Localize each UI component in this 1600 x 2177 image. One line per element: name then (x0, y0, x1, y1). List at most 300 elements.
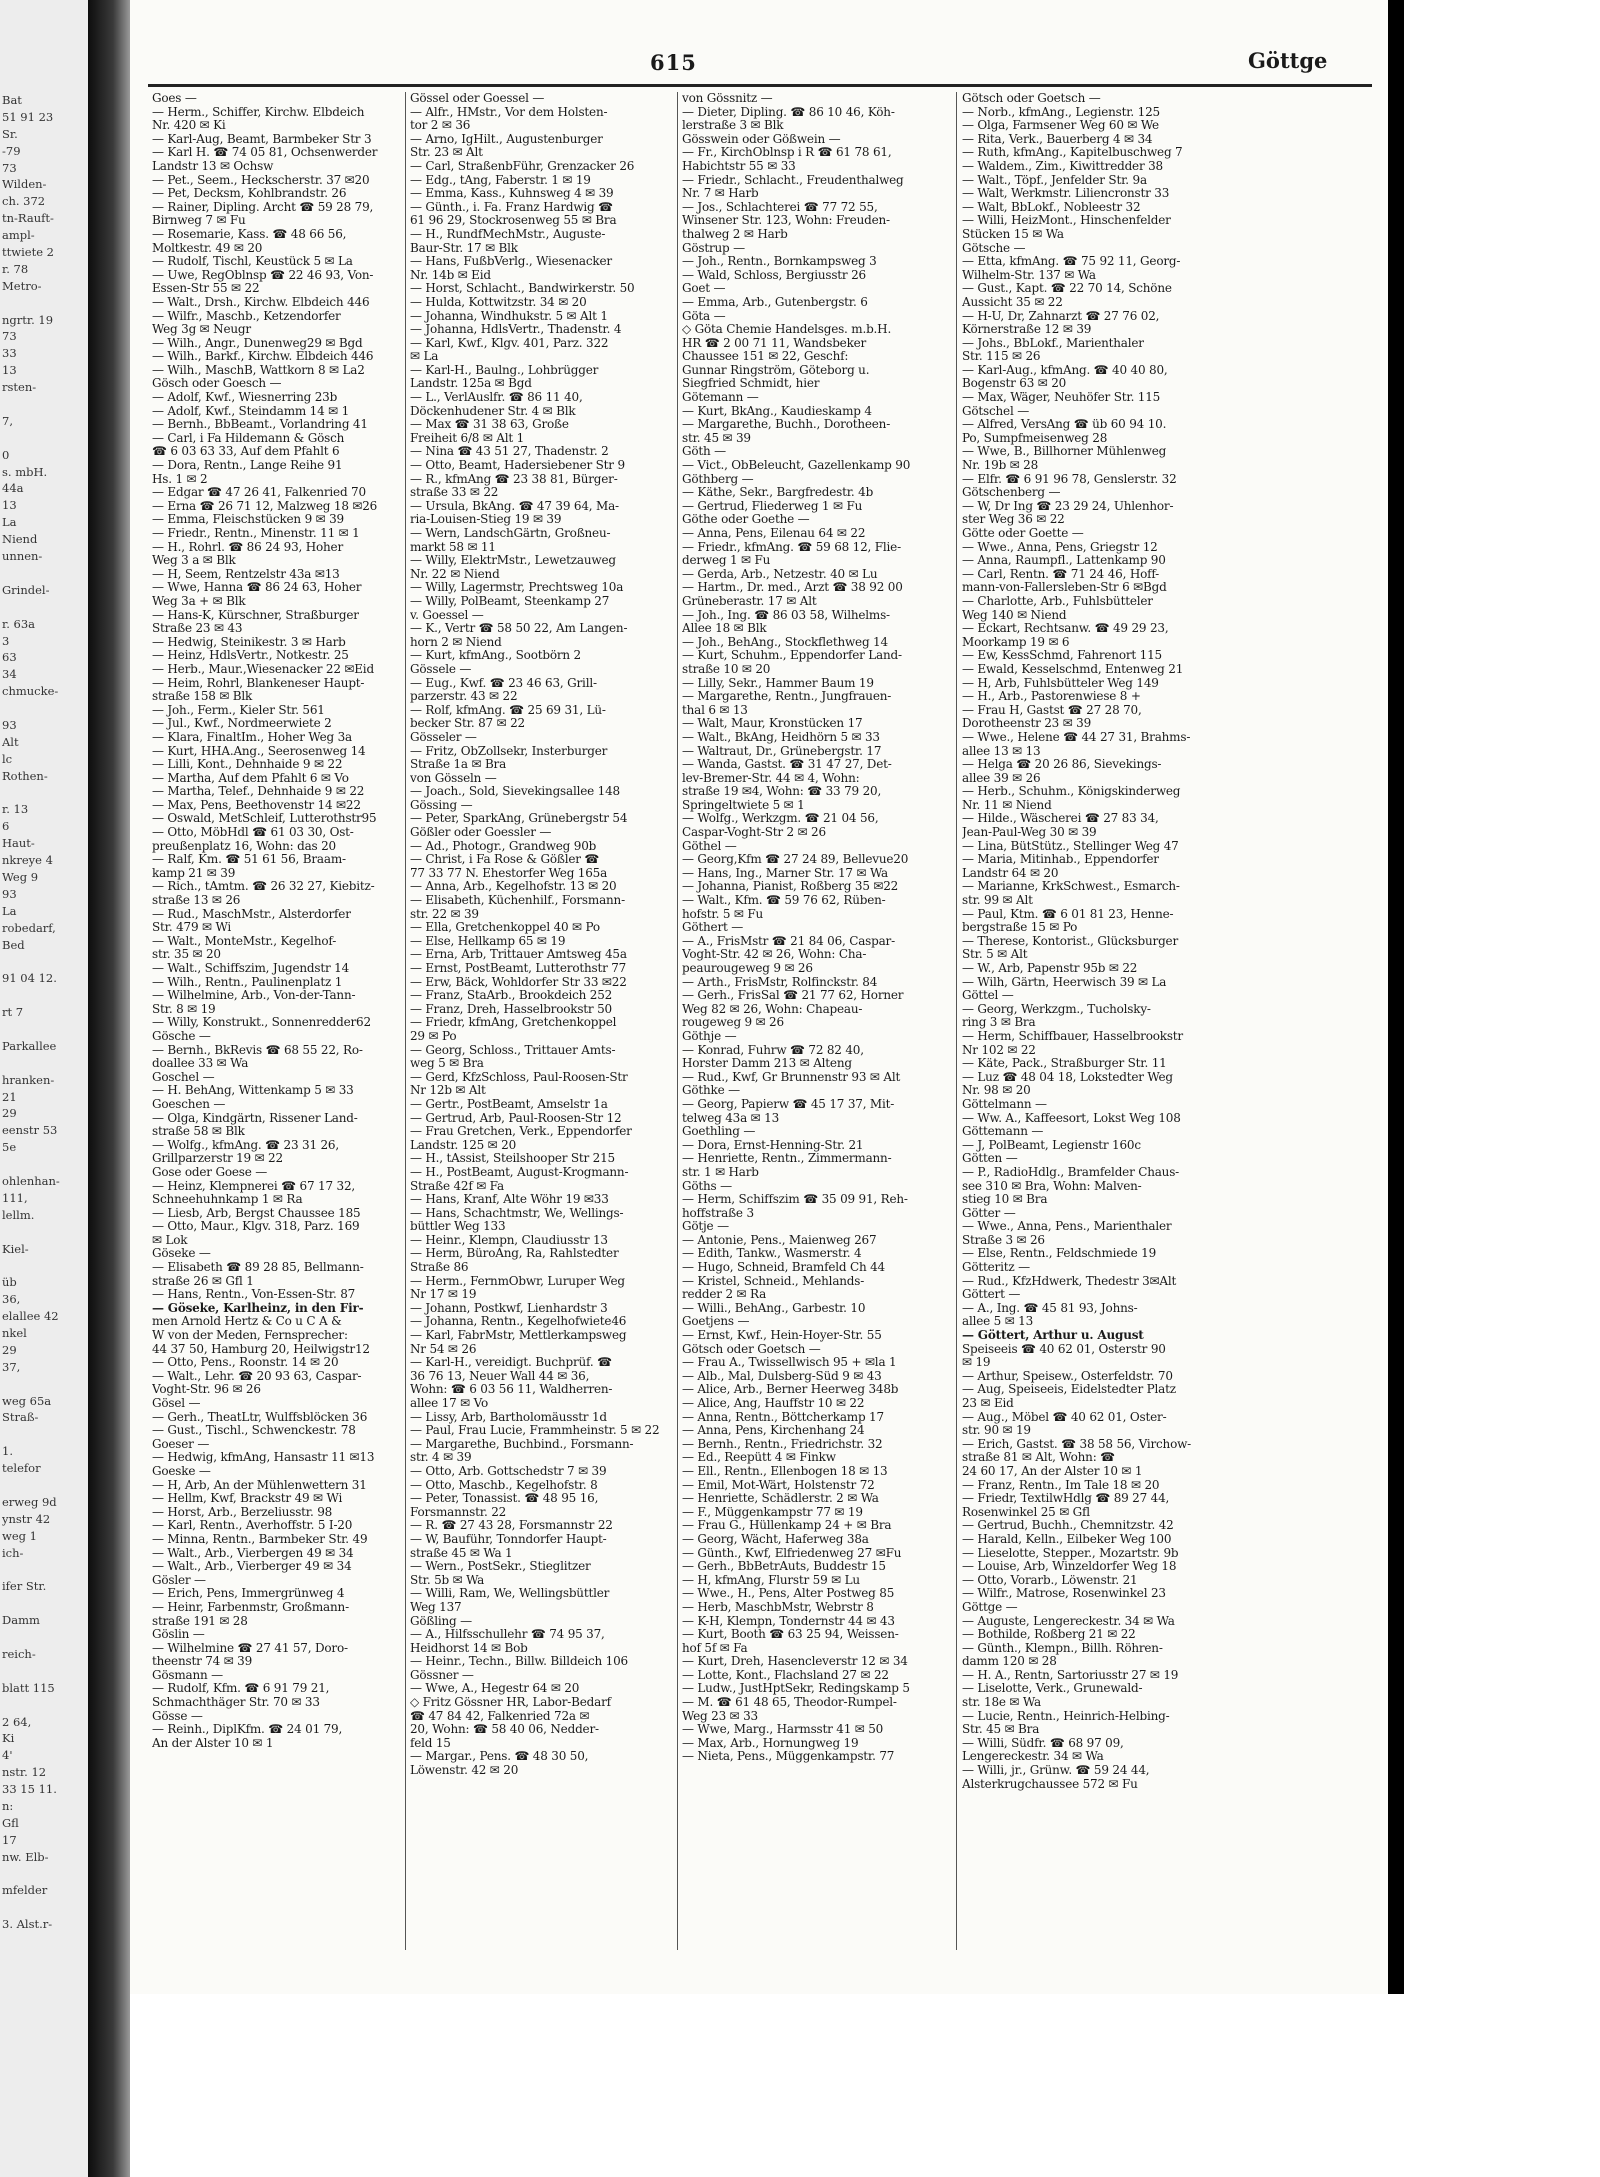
directory-line: — Frau A., Twissellwisch 95 + ✉la 1 (682, 1355, 897, 1370)
directory-line: — Herb, MaschbMstr, Webrstr 8 (682, 1599, 874, 1614)
fragment-line: 93 (2, 886, 17, 901)
directory-line: Aussicht 35 ✉ 22 (962, 294, 1063, 309)
directory-line: — H, Arb, Fuhlsbütteler Weg 149 (962, 675, 1159, 690)
directory-line: Nr 17 ✉ 19 (410, 1287, 477, 1302)
directory-line: Weg 140 ✉ Niend (962, 607, 1067, 622)
directory-line: — H, Seem, Rentzelstr 43a ✉13 (152, 566, 340, 581)
directory-line: — Heinr., Techn., Billw. Billdeich 106 (410, 1654, 628, 1669)
directory-line: — H., RundfMechMstr., Auguste- (410, 226, 606, 241)
directory-line: — Gertrud, Arb, Paul-Roosen-Str 12 (410, 1110, 622, 1125)
directory-line: — Otto, Beamt, Hadersiebener Str 9 (410, 458, 625, 473)
directory-line: — Minna, Rentn., Barmbeker Str. 49 (152, 1531, 368, 1546)
directory-line: — Willi, Südfr. ☎ 68 97 09, (962, 1735, 1124, 1750)
directory-line: — Frau Gretchen, Verk., Eppendorfer (410, 1124, 632, 1139)
directory-line: Löwenstr. 42 ✉ 20 (410, 1763, 519, 1778)
fragment-line: Rothen- (2, 768, 48, 783)
directory-line: — Etta, kfmAng. ☎ 75 92 11, Georg- (962, 254, 1181, 269)
directory-line: — Karl H. ☎ 74 05 81, Ochsenwerder (152, 145, 378, 160)
fragment-line: r. 13 (2, 802, 29, 817)
directory-line: — Karl-Aug., kfmAng. ☎ 40 40 80, (962, 362, 1168, 377)
directory-line: Str. 45 ✉ Bra (962, 1722, 1040, 1737)
directory-line: — Carl, StraßenbFühr, Grenzacker 26 (410, 158, 635, 173)
directory-line: — Dora, Ernst-Henning-Str. 21 (682, 1137, 864, 1152)
directory-line: — Hans-K, Kürschner, Straßburger (152, 607, 359, 622)
directory-line: — Hedwig, Steinikestr. 3 ✉ Harb (152, 634, 346, 649)
directory-line: — Lilly, Sekr., Hammer Baum 19 (682, 675, 874, 690)
fragment-line: 44a (2, 481, 24, 496)
directory-column-1 (152, 92, 414, 1750)
directory-line: — Rud., MaschMstr., Alsterdorfer (152, 906, 351, 921)
directory-line: — Waldem., Zim., Kiwittredder 38 (962, 158, 1163, 173)
directory-line: bergstraße 15 ✉ Po (962, 920, 1078, 935)
directory-line: — Nina ☎ 43 51 27, Thadenstr. 2 (410, 444, 609, 459)
directory-line: theenstr 74 ✉ 39 (152, 1654, 253, 1669)
directory-line: Goetjens — (682, 1314, 750, 1329)
directory-line: Göttelmann — (962, 1096, 1047, 1111)
fragment-line: mfelder (2, 1883, 48, 1898)
directory-line: — Wilhelmine, Arb., Von-der-Tann- (152, 988, 356, 1003)
fragment-line: 73 (2, 329, 17, 344)
directory-line: — K., Vertr ☎ 58 50 22, Am Langen- (410, 621, 628, 636)
directory-line: Göta — (682, 308, 726, 323)
directory-line: — Walt., Töpf., Jenfelder Str. 9a (962, 172, 1147, 187)
directory-line: — Bernh., BbBeamt., Vorlandring 41 (152, 417, 368, 432)
directory-line: — Carl, i Fa Hildemann & Gösch (152, 430, 345, 445)
directory-line: lerstraße 3 ✉ Blk (682, 118, 784, 133)
directory-line: — Louise, Arb, Winzeldorfer Weg 18 (962, 1559, 1177, 1574)
directory-line: — Göttert, Arthur u. August (962, 1328, 1144, 1343)
directory-line: — Georg,Kfm ☎ 27 24 89, Bellevue20 (682, 852, 909, 867)
directory-line: — Therese, Kontorist., Glücksburger (962, 933, 1178, 948)
directory-line: — Karl-Aug, Beamt, Barmbeker Str 3 (152, 131, 372, 146)
directory-line: see 310 ✉ Bra, Wohn: Malven- (962, 1178, 1142, 1193)
fragment-line: 29 (2, 1342, 17, 1357)
scan-margin (1404, 0, 1600, 2177)
directory-line: — Alice, Ang, Hauffstr 10 ✉ 22 (682, 1396, 865, 1410)
directory-line: Gösswein oder Gößwein — (682, 131, 841, 146)
directory-line: — Hans, Schachtmstr, We, Wellings- (410, 1205, 624, 1220)
directory-line: Göttemann — (962, 1124, 1044, 1139)
directory-line: — Rudolf, Kfm. ☎ 6 91 79 21, (152, 1681, 330, 1696)
directory-line: — W, Dr Ing ☎ 23 29 24, Uhlenhor- (962, 498, 1174, 513)
fragment-line: 6 (2, 819, 10, 834)
directory-line: thal 6 ✉ 13 (682, 702, 748, 717)
directory-line: — Liselotte, Verk., Grunewald- (962, 1681, 1143, 1696)
directory-line: — H. A., Rentn, Sartoriusstr 27 ✉ 19 (962, 1667, 1179, 1682)
directory-line: — Rosemarie, Kass. ☎ 48 66 56, (152, 226, 347, 241)
directory-line: — Johanna, Windhukstr. 5 ✉ Alt 1 (410, 308, 608, 323)
directory-line: — Max, Pens, Beethovenstr 14 ✉22 (152, 797, 361, 812)
fragment-line: ohlenhan- (2, 1174, 60, 1188)
directory-line: — Anna, Pens, Eilenau 64 ✉ 22 (682, 526, 866, 540)
directory-line: allee 39 ✉ 26 (962, 770, 1041, 785)
header-rule (148, 84, 1372, 87)
directory-line: Nr 54 ✉ 26 (410, 1341, 477, 1356)
fragment-line: nkel (2, 1326, 27, 1341)
fragment-line: 1. (2, 1444, 13, 1459)
directory-line: — H, kfmAng, Flurstr 59 ✉ Lu (682, 1572, 860, 1587)
fragment-line: telefor (2, 1461, 41, 1476)
directory-line: — Johanna, Pianist, Roßberg 35 ✉22 (682, 879, 899, 894)
fragment-line: 93 (2, 717, 17, 732)
fragment-line (2, 700, 86, 717)
directory-line: — Hans, Ing., Marner Str. 17 ✉ Wa (682, 865, 888, 880)
directory-line: — Harald, Kelln., Eilbeker Weg 100 (962, 1531, 1172, 1546)
directory-line: — Ed., Reepütt 4 ✉ Finkw (682, 1450, 836, 1465)
directory-line: — Frau H, Gastst ☎ 27 28 70, (962, 702, 1142, 717)
directory-line: allee 5 ✉ 13 (962, 1314, 1034, 1329)
directory-line: hof 5f ✉ Fa (682, 1640, 748, 1655)
fragment-line (2, 1156, 86, 1173)
directory-line: Straße 23 ✉ 43 (152, 621, 243, 636)
directory-line: Weg 3 a ✉ Blk (152, 553, 236, 568)
directory-line: — Margar., Pens. ☎ 48 30 50, (410, 1749, 589, 1764)
directory-line: von Gössnitz — (682, 92, 773, 105)
directory-line: — Wwe, B., Billhorner Mühlenweg (962, 444, 1167, 459)
directory-line: Str. 8 ✉ 19 (152, 1001, 216, 1016)
directory-line: — Wolfg., kfmAng. ☎ 23 31 26, (152, 1137, 339, 1152)
directory-line: — Emma, Arb., Gutenbergstr. 6 (682, 294, 868, 309)
fragment-line: 13 (2, 363, 17, 378)
directory-line: — Erw, Bäck, Wohldorfer Str 33 ✉22 (410, 974, 627, 989)
directory-line: — Heinr., Klempn, Claudiusstr 13 (410, 1232, 608, 1247)
directory-line: — Paul, Ktm. ☎ 6 01 81 23, Henne- (962, 906, 1174, 921)
directory-line: Weg 23 ✉ 33 (682, 1708, 758, 1723)
directory-line: — Henriette, Rentn., Zimmermann- (682, 1151, 892, 1166)
directory-line: becker Str. 87 ✉ 22 (410, 716, 525, 731)
directory-line: — Herm, BüroAng, Ra, Rahlstedter (410, 1246, 619, 1261)
directory-line: Stücken 15 ✉ Wa (962, 226, 1064, 241)
fragment-line: 17 (2, 1832, 17, 1847)
directory-line: — Johanna, HdlsVertr., Thadenstr. 4 (410, 322, 622, 337)
directory-line: Göttert — (962, 1287, 1021, 1302)
directory-line: thalweg 2 ✉ Harb (682, 226, 788, 241)
directory-line: — Gerd, KfzSchloss, Paul-Roosen-Str (410, 1069, 628, 1084)
fragment-line (2, 295, 86, 312)
directory-line: Gössing — (410, 797, 473, 812)
directory-line: — Friedr, kfmAng, Gretchenkoppel (410, 1015, 617, 1030)
directory-line: — Heinr, Farbenmstr, Großmann- (152, 1599, 349, 1614)
fragment-line: ampl- (2, 228, 35, 243)
directory-line: Göthberg — (682, 471, 754, 486)
directory-line: — Charlotte, Arb., Fuhlsbütteler (962, 593, 1153, 608)
fragment-line: 111, (2, 1190, 28, 1205)
directory-line: Landstr 64 ✉ 20 (962, 865, 1059, 880)
fragment-line: 7, (2, 413, 13, 428)
directory-line: — Margarethe, Buchh., Dorotheen- (682, 417, 891, 432)
directory-line: Nr 12b ✉ Alt (410, 1083, 486, 1098)
directory-line: — Ludw., JustHptSekr, Redingskamp 5 (682, 1681, 910, 1696)
directory-line: — Ella, Gretchenkoppel 40 ✉ Po (410, 920, 600, 935)
directory-line: — Walt, Maur, Kronstücken 17 (682, 716, 863, 731)
directory-line: — Helga ☎ 20 26 86, Sievekings- (962, 757, 1162, 772)
directory-line: — Klara, FinaltIm., Hoher Weg 3a (152, 729, 352, 744)
directory-line: — Auguste, Lengereckestr. 34 ✉ Wa (962, 1613, 1175, 1628)
directory-line: ☎ 47 84 42, Falkenried 72a ✉ (410, 1708, 590, 1723)
directory-line: Str. 479 ✉ Wi (152, 920, 232, 935)
directory-line: — Arno, IgHilt., Augustenburger (410, 131, 603, 146)
directory-line: Str. 23 ✉ Alt (410, 145, 483, 160)
fragment-line: r. 63a (2, 616, 36, 631)
directory-line: — Erna, Arb, Trittauer Amtsweg 45a (410, 947, 627, 962)
directory-line: — Emma, Fleischstücken 9 ✉ 39 (152, 512, 344, 527)
directory-line: straße 33 ✉ 22 (410, 485, 499, 500)
directory-line: ring 3 ✉ Bra (962, 1015, 1036, 1030)
directory-line: — Konrad, Fuhrw ☎ 72 82 40, (682, 1042, 864, 1057)
directory-line: tor 2 ✉ 36 (410, 118, 471, 133)
directory-line: straße 45 ✉ Wa 1 (410, 1545, 513, 1560)
directory-line: — Hulda, Kottwitzstr. 34 ✉ 20 (410, 294, 587, 309)
fragment-line (2, 430, 86, 447)
directory-line: Chaussee 151 ✉ 22, Geschf: (682, 349, 849, 364)
directory-line: — Elisabeth, Küchenhilf., Forsmann- (410, 893, 625, 908)
fragment-line (2, 1697, 86, 1714)
directory-line: — Lieselotte, Stepper., Mozartstr. 9b (962, 1545, 1179, 1560)
directory-line: Göttel — (962, 988, 1014, 1003)
directory-column-2 (410, 92, 672, 1778)
directory-line: — H., Rohrl. ☎ 86 24 93, Hoher (152, 539, 343, 554)
directory-line: — Willy, Konstrukt., Sonnenredder62 (152, 1015, 371, 1030)
fragment-line: erweg 9d (2, 1494, 57, 1509)
directory-line: Voght-Str. 42 ✉ 26, Wohn: Cha- (682, 947, 867, 962)
directory-line: Göstrup — (682, 240, 745, 255)
directory-line: — K-H, Klempn, Tondernstr 44 ✉ 43 (682, 1613, 895, 1628)
directory-line: Landstr. 125a ✉ Bgd (410, 376, 532, 391)
directory-line: — Aug., Möbel ☎ 40 62 01, Oster- (962, 1409, 1167, 1424)
directory-line: — Walt, Werkmstr. Liliencronstr 33 (962, 186, 1170, 201)
directory-line: Gösse — (152, 1708, 203, 1723)
directory-line: — H-U, Dr, Zahnarzt ☎ 27 76 02, (962, 308, 1160, 323)
directory-line: Göthert — (682, 920, 744, 935)
directory-line: — Edg., tAng, Faberstr. 1 ✉ 19 (410, 172, 591, 187)
directory-line: — Ell., Rentn., Ellenbogen 18 ✉ 13 (682, 1463, 888, 1478)
directory-line: — Jos., Schlachterei ☎ 77 72 55, (682, 199, 878, 214)
directory-line: — Max ☎ 31 38 63, Große (410, 417, 569, 432)
directory-line: — Wern, LandschGärtn, Großneu- (410, 526, 611, 540)
directory-line: Gunnar Ringström, Göteborg u. (682, 362, 870, 377)
directory-line: — Ernst, PostBeamt, Lutterothstr 77 (410, 961, 627, 975)
directory-line: — A., Hilfsschullehr ☎ 74 95 37, (410, 1627, 605, 1642)
fragment-line (2, 1899, 86, 1916)
directory-line: — Kurt, Schuhm., Eppendorfer Land- (682, 648, 902, 663)
directory-line: — Herb., Maur.,Wiesenacker 22 ✉Eid (152, 661, 374, 676)
directory-line: — Wwe., H., Pens, Alter Postweg 85 (682, 1586, 895, 1601)
fragment-line: Wilden- (2, 177, 47, 192)
directory-line: Götemann — (682, 390, 759, 405)
directory-line: — Willy, ElektrMstr., Lewetzauweg (410, 553, 616, 568)
directory-line: — Wilh., Angr., Dunenweg29 ✉ Bgd (152, 335, 363, 350)
directory-line: — Uwe, RegOblnsp ☎ 22 46 93, Von- (152, 267, 374, 282)
directory-line: W von der Meden, Fernsprecher: (152, 1328, 348, 1343)
directory-line: — Kurt, BkAng., Kaudieskamp 4 (682, 403, 872, 418)
directory-line: Götschel — (962, 403, 1029, 418)
directory-line: straße 19 ✉4, Wohn: ☎ 33 79 20, (682, 784, 882, 799)
fragment-line: La (2, 903, 17, 918)
directory-line: — W, Bauführ, Tonndorfer Haupt- (410, 1531, 607, 1546)
directory-line: Nr. 19b ✉ 28 (962, 458, 1039, 473)
fragment-line: lellm. (2, 1207, 35, 1222)
directory-line: Götte oder Goette — (962, 526, 1084, 540)
directory-line: Moorkamp 19 ✉ 6 (962, 634, 1070, 649)
directory-line: — Horst, Schlacht., Bandwirkerstr. 50 (410, 281, 635, 296)
fragment-line: 36, (2, 1292, 21, 1307)
fragment-line: ch. 372 (2, 194, 46, 209)
fragment-line: 0 (2, 447, 10, 462)
directory-line: straße 10 ✉ 20 (682, 661, 771, 676)
directory-line: — Paul, Frau Lucie, Frammheinstr. 5 ✉ 22 (410, 1423, 660, 1438)
directory-line: Straße 42f ✉ Fa (410, 1178, 504, 1193)
fragment-line: nkreye 4 (2, 853, 53, 868)
directory-line: — Max, Arb., Hornungweg 19 (682, 1735, 859, 1750)
fragment-line (2, 1257, 86, 1274)
directory-line: Freiheit 6/8 ✉ Alt 1 (410, 430, 525, 445)
fragment-line: 3. Alst.r- (2, 1917, 53, 1932)
directory-line: — Karl-H., Baulng., Lohbrügger (410, 362, 599, 377)
directory-line: — Gerh., FrisSal ☎ 21 77 62, Horner (682, 988, 904, 1003)
directory-line: 36 76 13, Neuer Wall 44 ✉ 36, (410, 1368, 590, 1383)
directory-line: — Pet., Seem., Heckscherstr. 37 ✉20 (152, 172, 370, 187)
fragment-line (2, 1224, 86, 1241)
fragment-line (2, 1629, 86, 1646)
directory-line: — Lilli, Kont., Dehnhaide 9 ✉ 22 (152, 757, 343, 772)
fragment-line: 34 (2, 667, 17, 682)
directory-line: — A., FrisMstr ☎ 21 84 06, Caspar- (682, 933, 895, 948)
directory-line: Gösche — (152, 1028, 211, 1043)
fragment-line (2, 1426, 86, 1443)
fragment-line (2, 785, 86, 802)
fragment-line: Weg 9 (2, 869, 39, 884)
directory-line: — Lotte, Kont., Flachsland 27 ✉ 22 (682, 1667, 889, 1682)
directory-line: Nr. 98 ✉ 20 (962, 1083, 1031, 1098)
directory-line: — Rudolf, Tischl, Keustück 5 ✉ La (152, 254, 353, 269)
fragment-line (2, 1595, 86, 1612)
fragment-line (2, 565, 86, 582)
directory-line: — Ad., Photogr., Grandweg 90b (410, 838, 597, 853)
directory-line: Landstr. 125 ✉ 20 (410, 1137, 517, 1152)
directory-line: — Liesb, Arb, Bergst Chaussee 185 (152, 1205, 361, 1220)
directory-line: — Willi, HeizMont., Hinschenfelder (962, 213, 1171, 228)
directory-line: — Rud., KfzHdwerk, Thedestr 3✉Alt (962, 1273, 1177, 1288)
directory-line: — Ralf, Km. ☎ 51 61 56, Braam- (152, 852, 346, 867)
directory-line: — Peter, SparkAng, Grünebergstr 54 (410, 811, 628, 826)
directory-line: Gose oder Goese — (152, 1164, 268, 1179)
directory-line: — Friedr, TextilwHdlg ☎ 89 27 44, (962, 1491, 1170, 1506)
directory-line: — Wwe, A., Hegestr 64 ✉ 20 (410, 1681, 580, 1696)
directory-line: — Herm., FernmObwr, Luruper Weg (410, 1273, 625, 1288)
directory-line: Götter — (962, 1205, 1016, 1220)
directory-line: — Reinh., DiplKfm. ☎ 24 01 79, (152, 1722, 343, 1737)
fragment-line (2, 953, 86, 970)
fragment-line: 33 (2, 346, 17, 361)
directory-line: redder 2 ✉ Ra (682, 1287, 767, 1302)
directory-line: — Ruth, kfmAng., Kapitelbuschweg 7 (962, 145, 1183, 160)
directory-line: — Franz, StaArb., Brookdeich 252 (410, 988, 613, 1003)
directory-line: — Gertrud, Fliederweg 1 ✉ Fu (682, 498, 863, 513)
directory-line: — Edith, Tankw., Wasmerstr. 4 (682, 1246, 862, 1261)
directory-line: Weg 137 (410, 1599, 462, 1614)
directory-line: — Heim, Rohrl, Blankeneser Haupt- (152, 675, 365, 690)
column-rule (956, 92, 957, 1950)
directory-line: — Eug., Kwf. ☎ 23 46 63, Grill- (410, 675, 597, 690)
directory-line: Göseke — (152, 1246, 211, 1261)
fragment-line: Niend (2, 532, 38, 547)
directory-line: — Willy, Lagermstr, Prechtsweg 10a (410, 580, 624, 595)
directory-line: Gösch oder Goesch — (152, 376, 282, 391)
directory-line: — P., RadioHdlg., Bramfelder Chaus- (962, 1164, 1180, 1179)
directory-line: — Hellm, Kwf, Brackstr 49 ✉ Wi (152, 1491, 343, 1506)
directory-line: — L., VerlAuslfr. ☎ 86 11 40, (410, 390, 583, 405)
directory-line: von Gösseln — (410, 770, 497, 785)
directory-line: — H., tAssist, Steilshooper Str 215 (410, 1151, 615, 1166)
directory-line: — R. ☎ 27 43 28, Forsmannstr 22 (410, 1518, 613, 1533)
directory-line: — Bernh., BkRevis ☎ 68 55 22, Ro- (152, 1042, 363, 1057)
directory-line: — Rud., Kwf, Gr Brunnenstr 93 ✉ Alt (682, 1069, 901, 1084)
directory-line: — Bothilde, Roßberg 21 ✉ 22 (962, 1627, 1136, 1642)
directory-line: — Waltraut, Dr., Grünebergstr. 17 (682, 743, 882, 758)
directory-line: — Walt., Drsh., Kirchw. Elbdeich 446 (152, 294, 370, 309)
directory-line: — Martha, Telef., Dehnhaide 9 ✉ 22 (152, 784, 365, 799)
directory-line: — Ernst, Kwf., Hein-Hoyer-Str. 55 (682, 1328, 882, 1343)
directory-line: hoffstraße 3 (682, 1205, 754, 1220)
directory-line: weg 5 ✉ Bra (410, 1056, 484, 1071)
directory-line: Forsmannstr. 22 (410, 1504, 507, 1519)
directory-line: — Else, Rentn., Feldschmiede 19 (962, 1246, 1157, 1261)
directory-line: — Wanda, Gastst. ☎ 31 47 27, Det- (682, 757, 892, 772)
fragment-line: weg 1 (2, 1528, 37, 1543)
directory-line: — Alfred, VersAng ☎ üb 60 94 10. (962, 417, 1167, 432)
directory-line: Allee 18 ✉ Blk (682, 621, 767, 636)
directory-line: Göthje — (682, 1028, 737, 1043)
directory-line: Göttge — (962, 1599, 1018, 1614)
fragment-line: Bed (2, 937, 25, 952)
directory-line: str. 18e ✉ Wa (962, 1695, 1041, 1710)
directory-line: — Else, Hellkamp 65 ✉ 19 (410, 933, 566, 948)
directory-line: Nr 102 ✉ 22 (962, 1042, 1036, 1057)
directory-line: Caspar-Voght-Str 2 ✉ 26 (682, 825, 826, 840)
directory-line: — Walt., Schiffszim, Jugendstr 14 (152, 961, 350, 975)
fragment-line: s. mbH. (2, 464, 48, 479)
fragment-line: 3 (2, 633, 10, 648)
directory-line: — Wilfr., Matrose, Rosenwinkel 23 (962, 1586, 1166, 1601)
directory-line: — Luz ☎ 48 04 18, Lokstedter Weg (962, 1069, 1173, 1084)
directory-line: — Rich., tAmtm. ☎ 26 32 27, Kiebitz- (152, 879, 375, 894)
directory-line: — Kurt, HHA.Ang., Seerosenweg 14 (152, 743, 366, 758)
directory-line: Grillparzerstr 19 ✉ 22 (152, 1151, 283, 1166)
fragment-line: lc (2, 751, 13, 766)
directory-line: — Wolfg., Werkzgm. ☎ 21 04 56, (682, 811, 879, 826)
fragment-line: 29 (2, 1106, 17, 1121)
directory-line: — Käthe, Sekr., Bargfredestr. 4b (682, 485, 874, 500)
directory-line: — Wwe., Anna, Pens, Griegstr 12 (962, 539, 1158, 554)
fragment-line: rsten- (2, 380, 37, 395)
directory-line: — Ursula, BkAng. ☎ 47 39 64, Ma- (410, 498, 619, 513)
directory-line: — Frau G., Hüllenkamp 24 + ✉ Bra (682, 1518, 892, 1533)
directory-line: ria-Louisen-Stieg 19 ✉ 39 (410, 512, 562, 527)
directory-line: — H, Arb, An der Mühlenwettern 31 (152, 1477, 367, 1492)
directory-line: Schmachthäger Str. 70 ✉ 33 (152, 1695, 320, 1710)
directory-line: — Adolf, Kwf., Wiesnerring 23b (152, 390, 338, 405)
fragment-line: Straß- (2, 1410, 39, 1425)
directory-line: Str. 5b ✉ Wa (410, 1572, 485, 1587)
directory-line: allee 17 ✉ Vo (410, 1396, 488, 1410)
directory-line: str. 45 ✉ 39 (682, 430, 751, 445)
directory-line: — Karl, Kwf., Klgv. 401, Parz. 322 (410, 335, 609, 350)
directory-line: — Gerda, Arb., Netzestr. 40 ✉ Lu (682, 566, 878, 581)
fragment-line: reich- (2, 1646, 36, 1661)
fragment-line: tn-Rauft- (2, 211, 54, 226)
fragment-line (2, 1055, 86, 1072)
directory-line: — Georg, Papierw ☎ 45 17 37, Mit- (682, 1096, 895, 1111)
